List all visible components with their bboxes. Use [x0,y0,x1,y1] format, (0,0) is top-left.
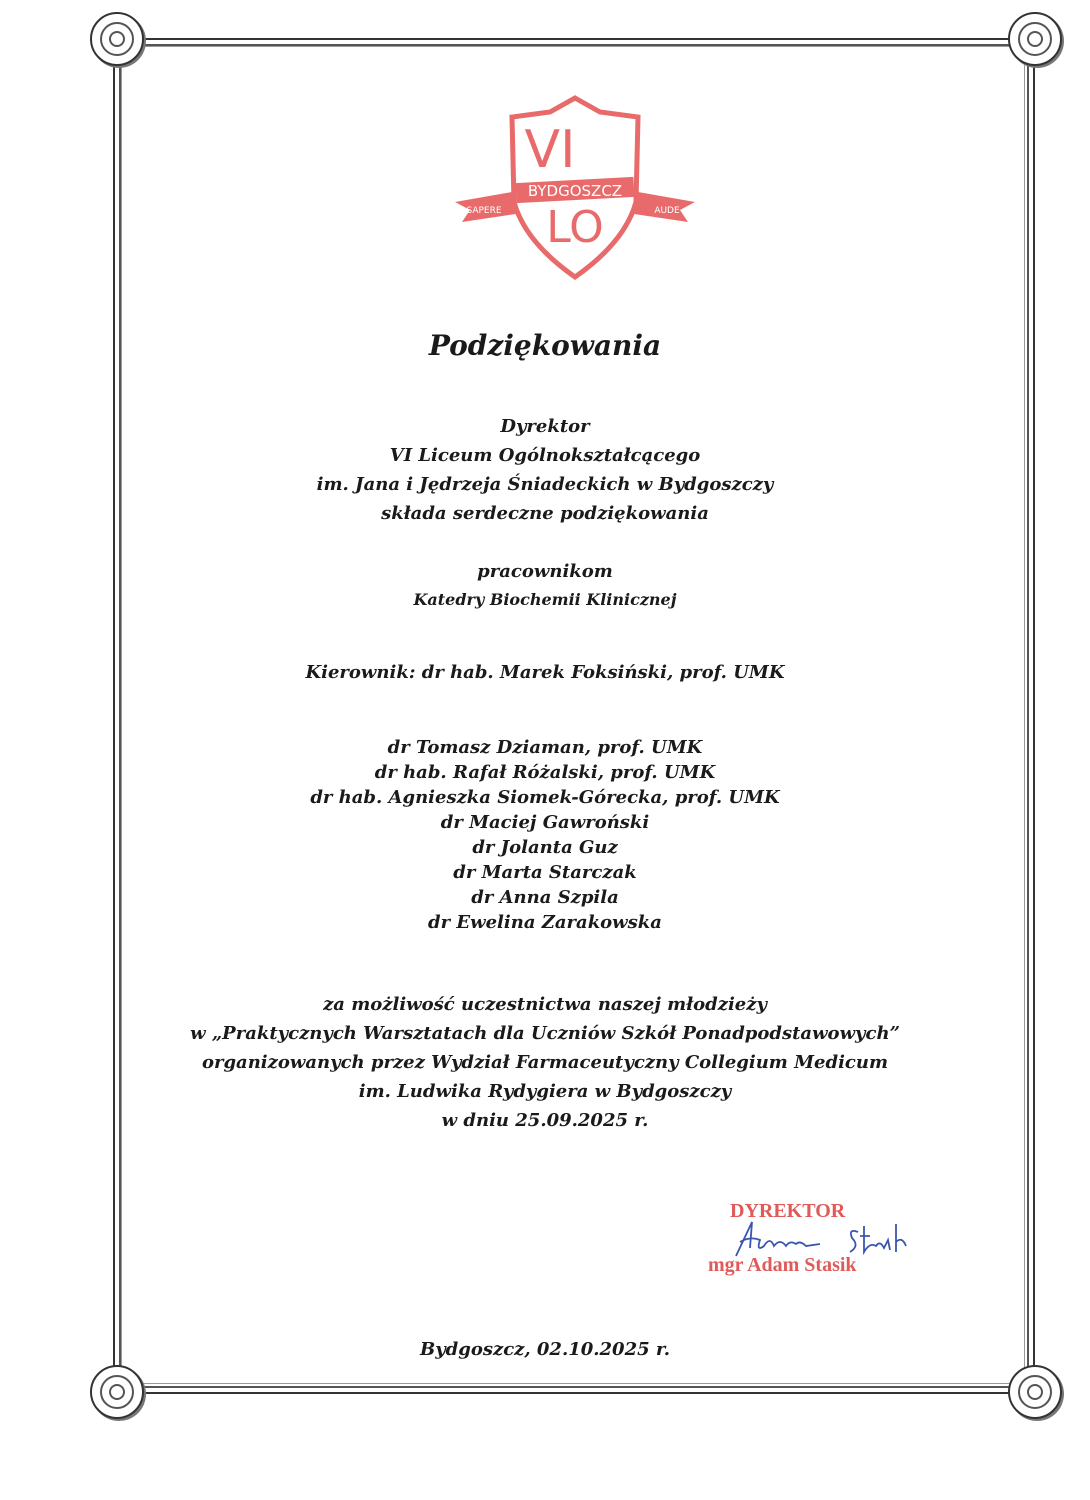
reason-line: za możliwość uczestnictwa naszej młodzieży [323,994,767,1015]
logo-lo-text: LO [546,202,604,253]
corner-rosette-icon [1008,1365,1062,1419]
staff-member: dr Jolanta Guz [472,837,618,858]
stamp-role: DYREKTOR [730,1200,846,1222]
staff-member: dr Tomasz Dziaman, prof. UMK [387,737,703,758]
intro-line: składa serdeczne podziękowania [381,503,709,524]
recipient-unit: Katedry Biochemii Klinicznej [413,590,677,609]
intro-line: Dyrektor [500,416,590,437]
intro-line: im. Jana i Jędrzeja Śniadeckich w Bydgoszczy [316,474,774,495]
logo-right-ribbon-text: AUDE [654,206,680,216]
staff-member: dr Maciej Gawroński [440,812,650,833]
logo-vi-text: VI [524,120,576,180]
stamp-name: mgr Adam Stasik [708,1254,857,1276]
corner-rosette-icon [90,12,144,66]
reason-line: im. Ludwika Rydygiera w Bydgoszczy [358,1081,732,1102]
reason-line: organizowanych przez Wydział Farmaceutyczny Collegium Medicum [201,1052,888,1073]
reason-line: w dniu 25.09.2025 r. [441,1110,649,1131]
staff-member: dr Ewelina Zarakowska [428,912,662,933]
staff-member: dr hab. Agnieszka Siomek-Górecka, prof. UMK [310,787,780,808]
staff-member: dr hab. Rafał Różalski, prof. UMK [374,762,716,783]
staff-member: dr Anna Szpila [471,887,619,908]
corner-rosette-icon [90,1365,144,1419]
logo-banner-text: BYDGOSZCZ [527,182,623,200]
reason-line: w „Praktycznych Warsztatach dla Uczniów Szkół Ponadpodstawowych” [190,1023,900,1044]
school-logo [450,92,700,282]
intro-line: VI Liceum Ogólnokształcącego [389,445,701,466]
staff-member: dr Marta Starczak [453,862,637,883]
document-title: Podziękowania [428,329,662,362]
recipient-label: pracownikom [477,561,613,582]
logo-left-ribbon-text: SAPERE [466,206,502,216]
corner-rosette-icon [1008,12,1062,66]
department-head: Kierownik: dr hab. Marek Foksiński, prof. UMK [305,662,785,683]
place-date: Bydgoszcz, 02.10.2025 r. [419,1339,670,1360]
